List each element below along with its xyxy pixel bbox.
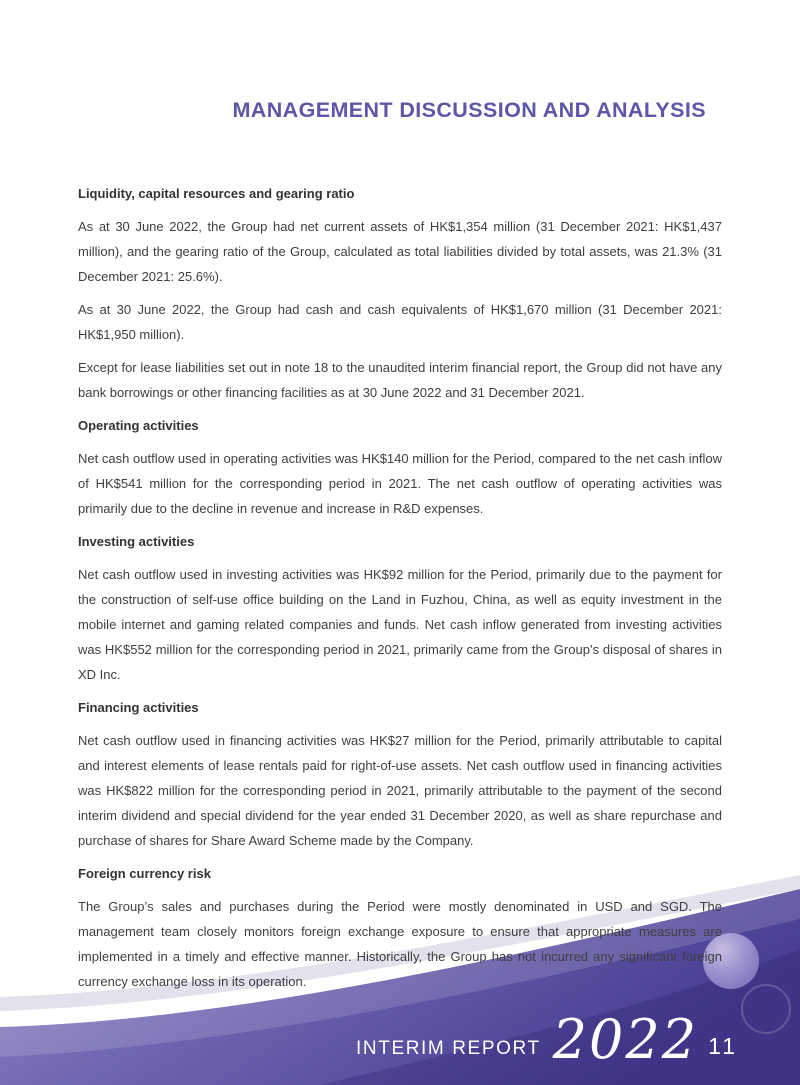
page-number: 11 bbox=[708, 1033, 738, 1059]
section-liquidity bbox=[78, 181, 722, 405]
paragraph: Net cash outflow used in operating activities was HK$140 million for the Period, compared to the net cash inflow of HK$541 million for the corresponding period in 2021. The net cash outflow of operating activities was primarily due to the decline in revenue and increase in R&D expenses. bbox=[78, 451, 722, 516]
section-heading: Operating activities bbox=[78, 418, 199, 433]
section-foreign-currency bbox=[78, 861, 722, 994]
section-investing bbox=[78, 529, 722, 687]
page-title: MANAGEMENT DISCUSSION AND ANALYSIS bbox=[232, 98, 706, 122]
section-heading: Financing activities bbox=[78, 700, 199, 715]
footer-textline bbox=[356, 1008, 738, 1071]
paragraph: Except for lease liabilities set out in note 18 to the unaudited interim financial report, the Group did not have any bank borrowings or other financing facilities as at 30 June 2022 and 31 December 2021. bbox=[78, 360, 722, 400]
paragraph: As at 30 June 2022, the Group had net current assets of HK$1,354 million (31 December 2021: HK$1,437 million), and the gearing ratio of the Group, calculated as total liabilities divided by total assets, was 21.3% (31 December 2021: 25.6%). bbox=[78, 219, 722, 284]
report-label: INTERIM REPORT bbox=[356, 1038, 541, 1059]
report-year: 2022 bbox=[552, 1008, 699, 1071]
paragraph: Net cash outflow used in financing activities was HK$27 million for the Period, primarily attributable to capital and interest elements of lease rentals paid for right-of-use assets. Net cash outflow used in financing activities was HK$822 million for the corresponding period in 2021, primarily attributable to the payment of the second interim dividend and special dividend for the year ended 31 December 2020, as well as share repurchase and purchase of shares for Share Award Scheme made by the Company. bbox=[78, 733, 722, 848]
section-financing bbox=[78, 695, 722, 853]
paragraph: Net cash outflow used in investing activities was HK$92 million for the Period, primarily due to the payment for the construction of self-use office building on the Land in Fuzhou, China, as well as equity investment in the mobile internet and gaming related companies and funds. Net cash inflow generated from investing activities was HK$552 million for the corresponding period in 2021, primarily came from the Group’s disposal of shares in XD Inc. bbox=[78, 567, 722, 682]
section-heading: Foreign currency risk bbox=[78, 866, 211, 881]
paragraph: The Group’s sales and purchases during the Period were mostly denominated in USD and SGD. The management team closely monitors foreign exchange exposure to ensure that appropriate measures are implemented in a timely and effective manner. Historically, the Group has not incurred any significant foreign currency exchange loss in its operation. bbox=[78, 899, 722, 989]
paragraph: As at 30 June 2022, the Group had cash and cash equivalents of HK$1,670 million (31 December 2021: HK$1,950 million). bbox=[78, 302, 722, 342]
section-heading: Investing activities bbox=[78, 534, 195, 549]
section-heading: Liquidity, capital resources and gearing ratio bbox=[78, 186, 355, 201]
section-operating bbox=[78, 413, 722, 521]
